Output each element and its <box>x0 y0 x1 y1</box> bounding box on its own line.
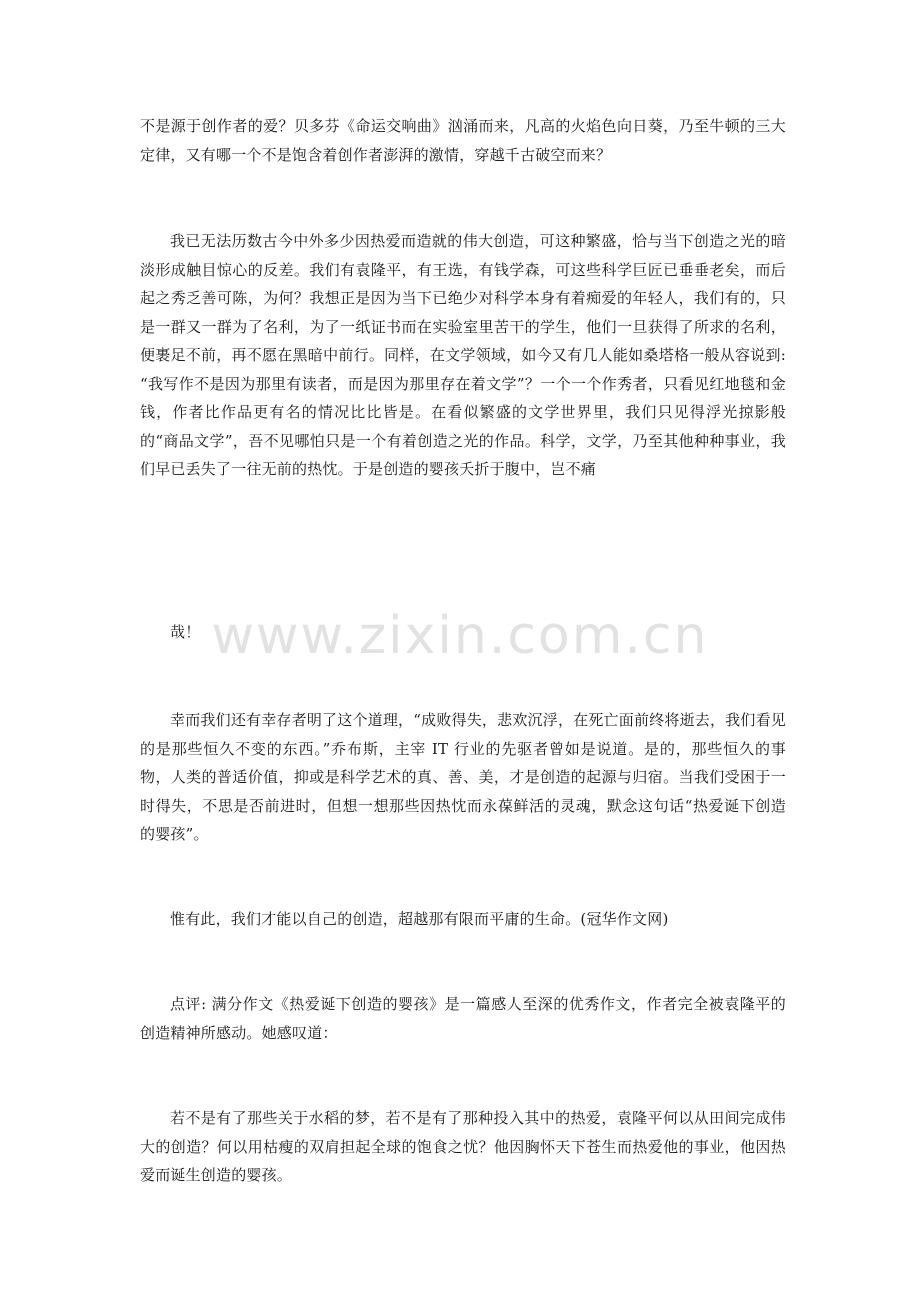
paragraph-fragment: 哉！ <box>170 623 201 641</box>
paragraph-conclusion: 惟有此，我们才能以自己的创造，超越那有限而平庸的生命。(冠华作文网) <box>170 910 669 928</box>
paragraph-quote: 若不是有了那些关于水稻的梦，若不是有了那种投入其中的热爱，袁隆平何以从田间完成伟大的创造？何以用枯瘦的双肩担起全球的饱食之忧？他因胸怀天下苍生而热爱他的事业，他因热爱而诞生创造的婴孩。 <box>140 1109 786 1184</box>
paragraph-continued: 不是源于创作者的爱？贝多芬《命运交响曲》汹涌而来，凡高的火焰色向日葵，乃至牛顿的三大定律，又有哪一个不是饱含着创作者澎湃的激情，穿越千古破空而来？ <box>140 117 786 164</box>
paragraph-commentary: 点评: 满分作文《热爱诞下创造的婴孩》是一篇感人至深的优秀作文，作者完全被袁隆平的创造精神所感动。她感叹道： <box>140 995 786 1042</box>
paragraph-creation-decline: 我已无法历数古今中外多少因热爱而造就的伟大创造，可这种繁盛，恰与当下创造之光的暗淡形成触目惊心的反差。我们有袁隆平，有王选，有钱学森，可这些科学巨匠已垂垂老矣，而后起之秀乏善可陈，为何？我想正是因为当下已绝少对科学本身有着痴爱的年轻人，我们有的，只是一群又一群为了名利，为了一纸证书而在实验室里苦干的学生，他们一旦获得了所求的名利，便裹足不前，再不愿在黑暗中前行。同样，在文学领域，如今又有几人能如桑塔格一般从容说到: “我写作不是因为那里有读者，而是因为那里存在着文学”？一个一个作秀者，只看见红地毯和金钱，作者比作品更有名的情况比比皆是。在看似繁盛的文学世界里，我们只见得浮光掠影般的“商品文学”，吾不见哪怕只是一个有着创造之光的作品。科学，文学，乃至其他种种事业，我们早已丢失了一往无前的热忱。于是创造的婴孩夭折于腹中，岂不痛 <box>140 232 786 478</box>
watermark: www.zixin.com.cn <box>211 606 709 666</box>
paragraph-survivors: 幸而我们还有幸存者明了这个道理，“成败得失，悲欢沉浮，在死亡面前终将逝去，我们看见的是那些恒久不变的东西。”乔布斯，主宰 IT 行业的先驱者曾如是说道。是的，那些恒久的事物，人类的普适价值，抑或是科学艺术的真、善、美，才是创造的起源与归宿。当我们受困于一时得失，不思是否前进时，但想一想那些因热忱而永葆鲜活的灵魂，默念这句话“热爱诞下创造的婴孩”。 <box>140 711 786 843</box>
